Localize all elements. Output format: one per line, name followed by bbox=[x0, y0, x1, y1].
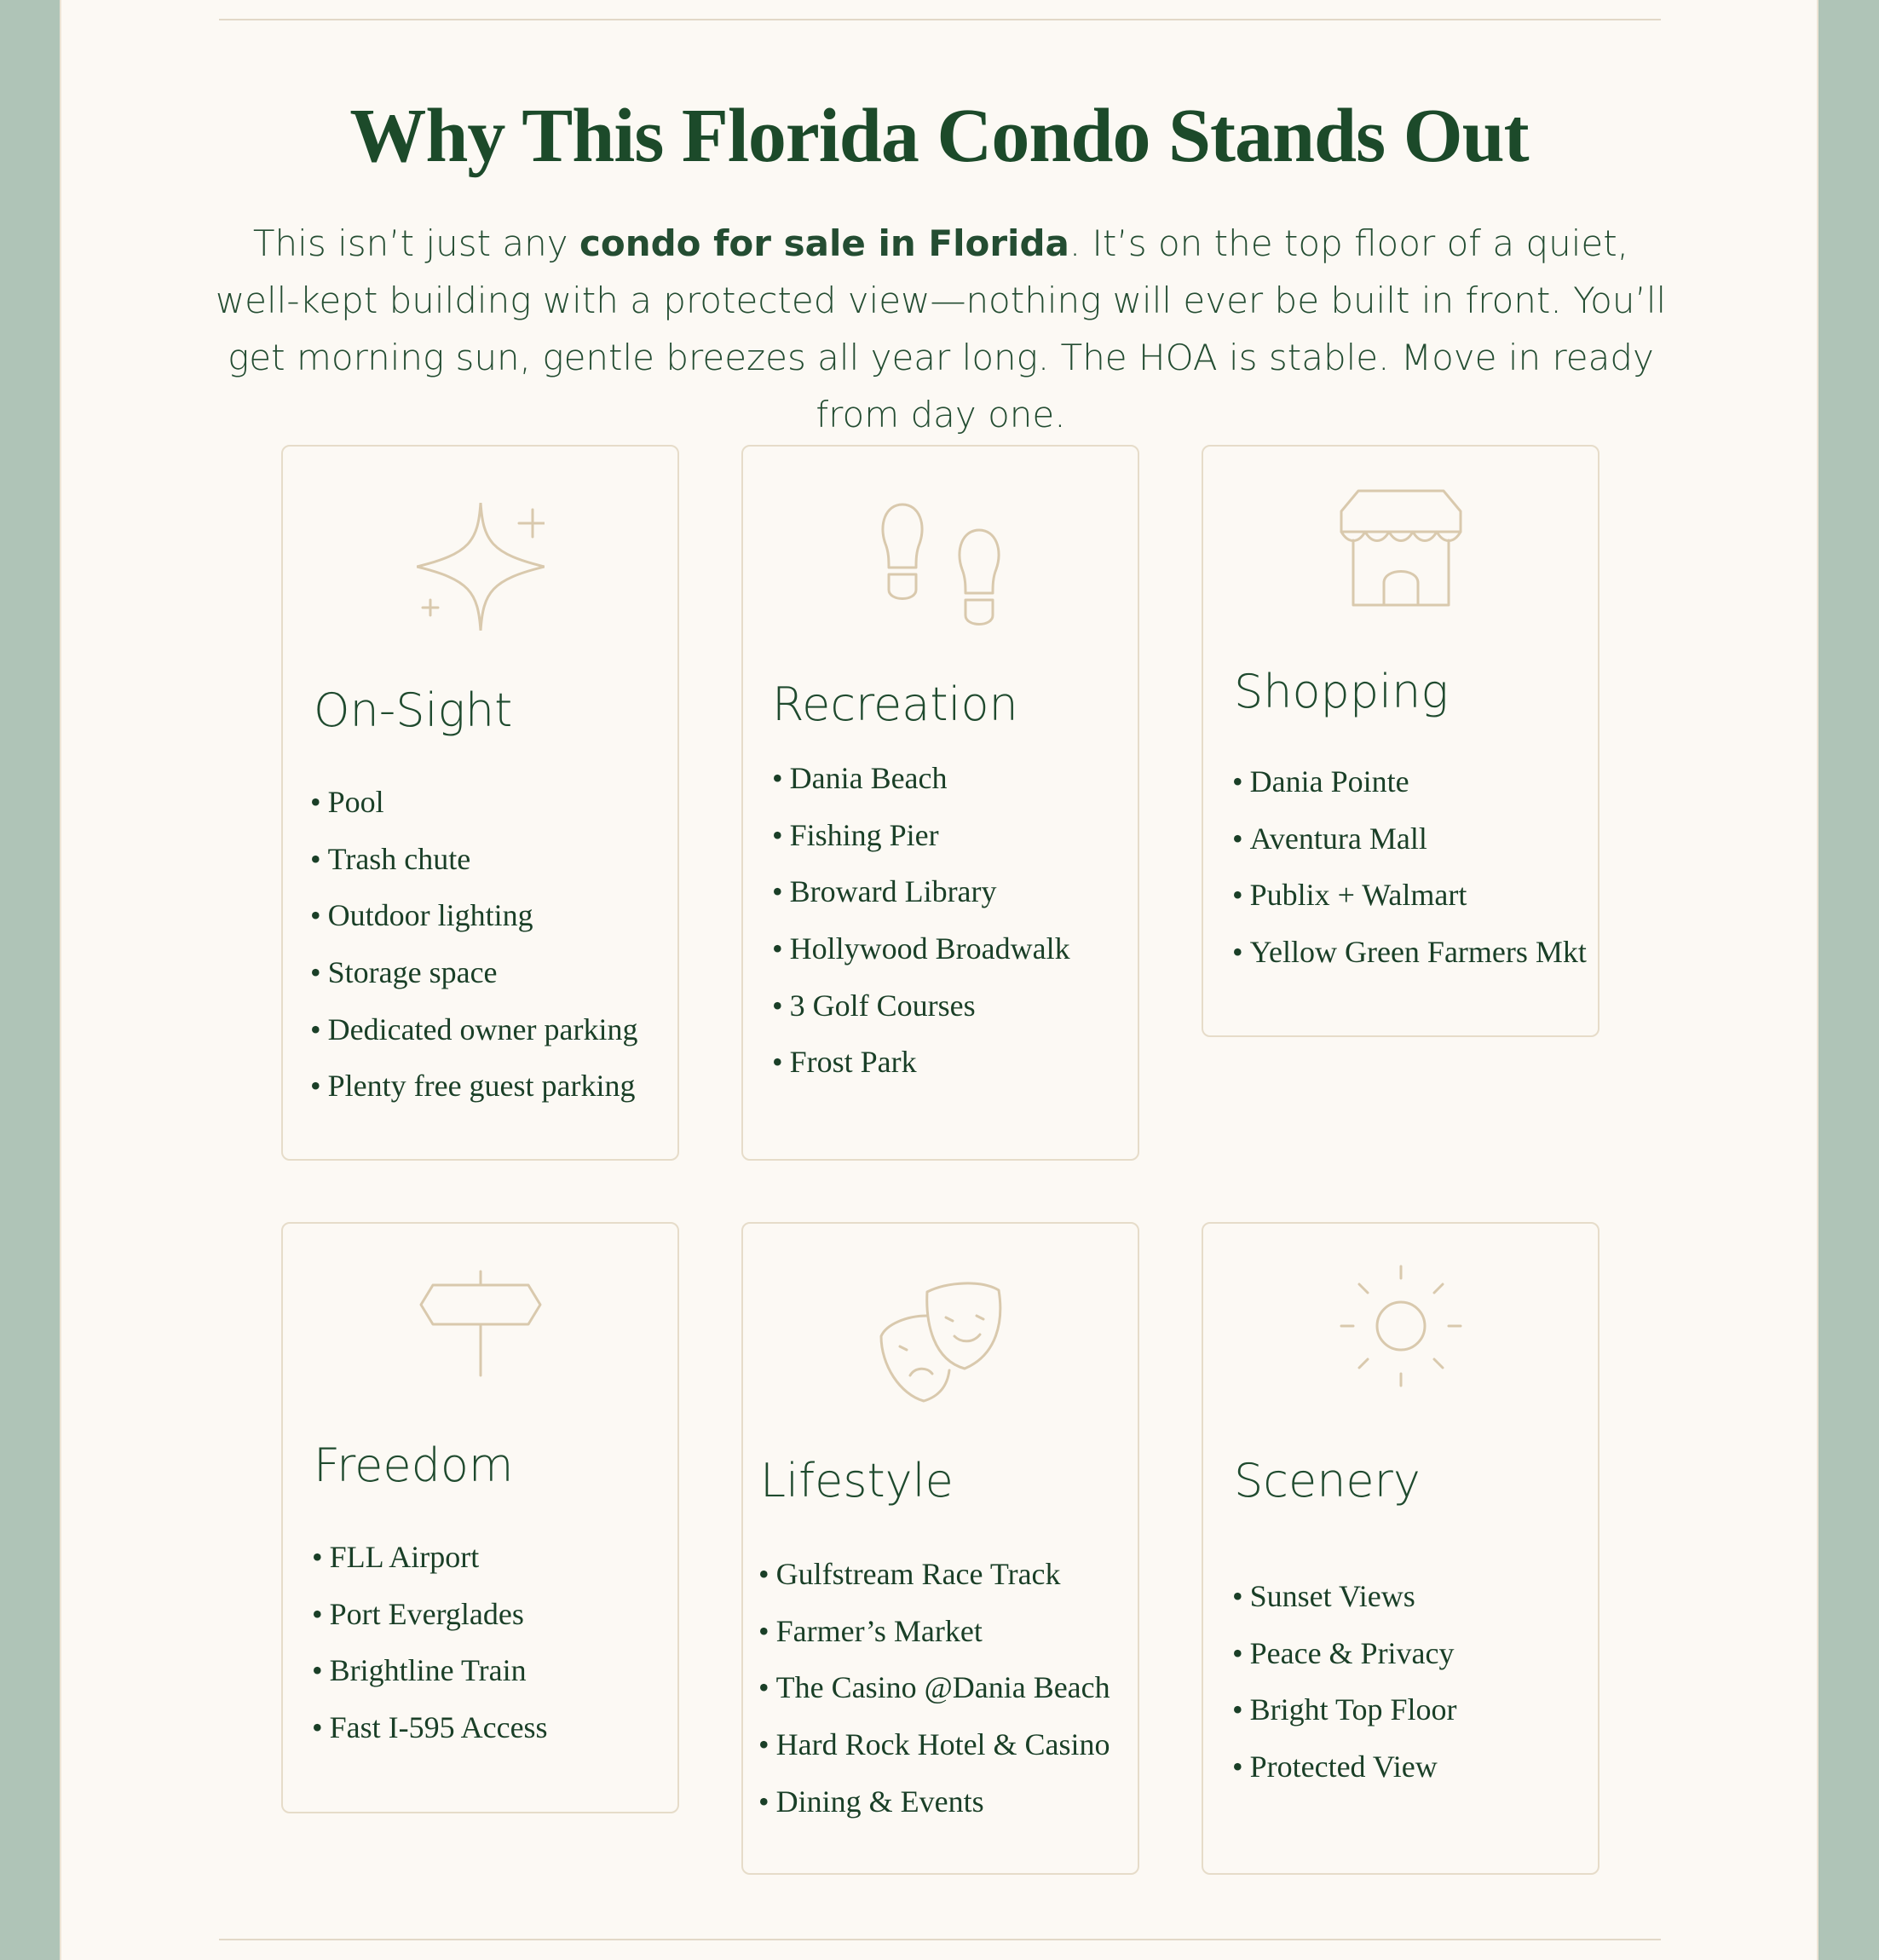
list-item: • Bright Top Floor bbox=[1232, 1681, 1456, 1738]
card-list bbox=[1232, 1568, 1456, 1796]
list-item: • 3 Golf Courses bbox=[772, 977, 1070, 1035]
intro-text-end: . It’s on the top floor of a quiet, well-kept building with a protected view—nothing will ever be built in front. You’ll get morning sun, gentle breezes all year long. The HOA is stable. Move in ready from day one. bbox=[215, 222, 1667, 435]
list-item: • FLL Airport bbox=[312, 1529, 548, 1586]
list-item: • Fishing Pier bbox=[772, 807, 1070, 864]
feature-card-lifestyle bbox=[741, 1222, 1139, 1875]
card-title: Shopping bbox=[1234, 665, 1449, 718]
signpost-icon bbox=[419, 1270, 542, 1377]
list-item: • Dania Beach bbox=[772, 750, 1070, 807]
intro-text-start: This isn’t just any bbox=[252, 222, 579, 264]
list-item: • Sunset Views bbox=[1232, 1568, 1456, 1625]
card-list bbox=[1232, 753, 1587, 981]
section-title: Why This Florida Condo Stands Out bbox=[349, 94, 1529, 178]
intro-paragraph bbox=[206, 215, 1675, 443]
list-item: • Outdoor lighting bbox=[310, 887, 637, 944]
list-item: • Gulfstream Race Track bbox=[758, 1546, 1110, 1603]
list-item: • Protected View bbox=[1232, 1738, 1456, 1796]
footprints-icon bbox=[877, 501, 1005, 637]
page-panel bbox=[60, 0, 1818, 1960]
top-divider bbox=[219, 19, 1661, 20]
storefront-icon bbox=[1340, 487, 1462, 610]
feature-card-on-sight bbox=[281, 445, 679, 1161]
intro-highlight: condo for sale in Florida bbox=[579, 222, 1069, 264]
feature-card-scenery bbox=[1202, 1222, 1599, 1875]
list-item: • Broward Library bbox=[772, 863, 1070, 920]
sparkle-icon bbox=[417, 503, 545, 631]
theater-masks-icon bbox=[879, 1280, 1002, 1403]
list-item: • The Casino @Dania Beach bbox=[758, 1659, 1110, 1716]
list-item: • Dania Pointe bbox=[1232, 753, 1587, 810]
list-item: • Pool bbox=[310, 774, 637, 831]
list-item: • Publix + Walmart bbox=[1232, 867, 1587, 924]
list-item: • Aventura Mall bbox=[1232, 810, 1587, 868]
list-item: • Dining & Events bbox=[758, 1773, 1110, 1830]
list-item: • Hollywood Broadwalk bbox=[772, 920, 1070, 977]
list-item: • Fast I-595 Access bbox=[312, 1699, 548, 1756]
card-list bbox=[758, 1546, 1110, 1830]
list-item: • Farmer’s Market bbox=[758, 1603, 1110, 1660]
list-item: • Trash chute bbox=[310, 831, 637, 888]
feature-card-shopping bbox=[1202, 445, 1599, 1037]
feature-card-freedom bbox=[281, 1222, 679, 1813]
list-item: • Brightline Train bbox=[312, 1642, 548, 1699]
list-item: • Port Everglades bbox=[312, 1586, 548, 1643]
card-title: Scenery bbox=[1234, 1454, 1421, 1507]
card-title: Recreation bbox=[772, 677, 1018, 731]
list-item: • Yellow Green Farmers Mkt bbox=[1232, 924, 1587, 981]
card-list bbox=[310, 774, 637, 1115]
list-item: • Frost Park bbox=[772, 1034, 1070, 1091]
feature-card-recreation bbox=[741, 445, 1139, 1161]
list-item: • Storage space bbox=[310, 944, 637, 1001]
list-item: • Hard Rock Hotel & Casino bbox=[758, 1716, 1110, 1773]
card-title: Freedom bbox=[314, 1438, 514, 1492]
list-item: • Dedicated owner parking bbox=[310, 1001, 637, 1058]
list-item: • Peace & Privacy bbox=[1232, 1625, 1456, 1682]
sun-icon bbox=[1340, 1265, 1462, 1387]
list-item: • Plenty free guest parking bbox=[310, 1058, 637, 1115]
card-title: On-Sight bbox=[314, 683, 513, 737]
card-title: Lifestyle bbox=[760, 1454, 954, 1507]
card-list bbox=[772, 750, 1070, 1091]
card-list bbox=[312, 1529, 548, 1756]
bottom-divider bbox=[219, 1939, 1661, 1940]
